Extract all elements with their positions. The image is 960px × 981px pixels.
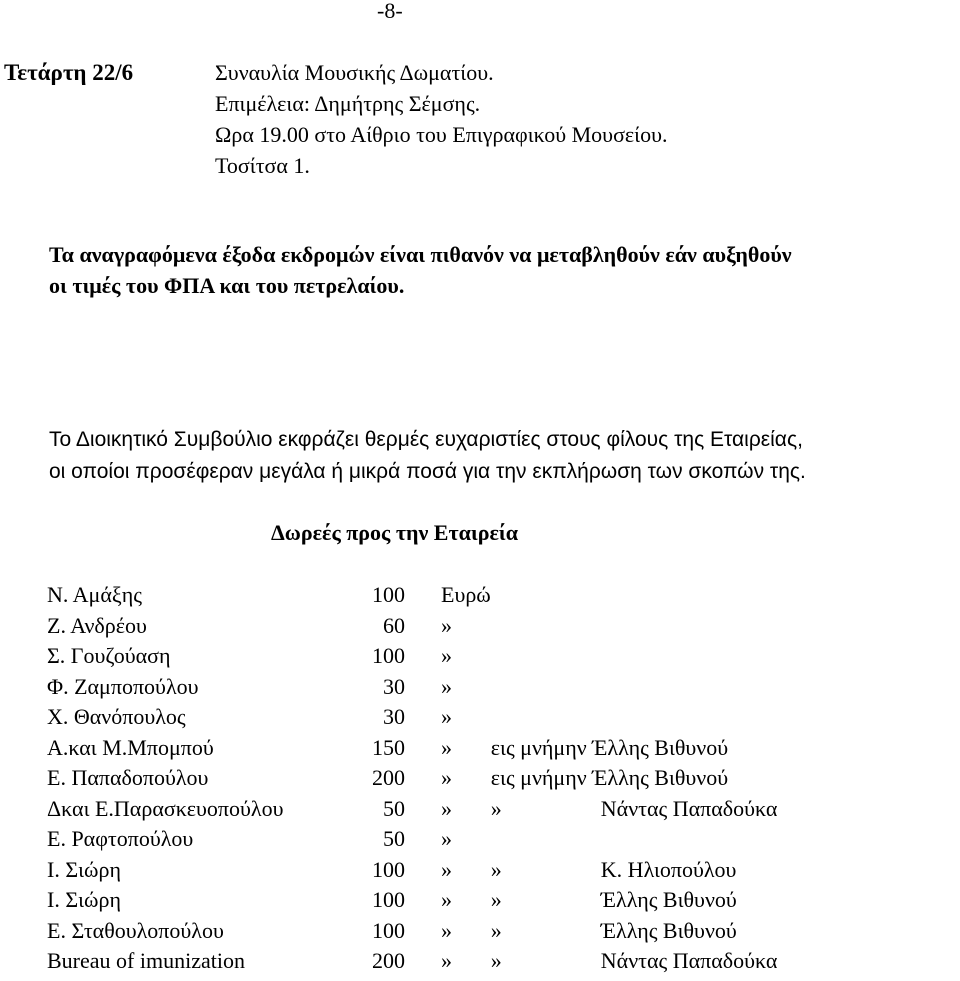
donation-amount: 100 <box>372 856 405 882</box>
donation-amount: 100 <box>372 887 405 912</box>
spacer <box>405 824 441 855</box>
event-date: Τετάρτη 22/6 <box>4 60 134 85</box>
donation-currency: » <box>441 826 452 851</box>
donation-currency: » <box>441 887 452 912</box>
donor-name: Χ. Θανόπουλος <box>47 704 186 729</box>
spacer <box>405 611 441 642</box>
donation-note <box>491 580 778 611</box>
ditto-mark: » <box>490 917 502 943</box>
donation-note <box>491 611 778 642</box>
table-row <box>47 855 777 886</box>
donation-note <box>491 641 778 672</box>
donor-name: Α.και Μ.Μπομπού <box>47 734 214 760</box>
donation-note <box>491 824 778 855</box>
donation-note <box>491 885 778 916</box>
donation-currency: » <box>441 612 452 638</box>
table-row <box>47 946 777 977</box>
donation-currency: » <box>441 643 452 668</box>
donation-note <box>491 672 778 703</box>
dedication-text: εις μνήμην Έλλης Βιθυνού <box>490 734 729 760</box>
spacer <box>405 702 441 733</box>
donations-table <box>47 580 777 977</box>
ditto-mark: » <box>490 948 502 973</box>
table-row <box>47 794 777 825</box>
donation-currency: » <box>441 765 452 790</box>
donation-currency: » <box>441 917 452 943</box>
event-line: Τοσίτσα 1. <box>215 153 310 178</box>
spacer <box>405 763 441 794</box>
thanks-line: Το Διοικητικό Συμβούλιο εκφράζει θερμές ευχαριστίες στους φίλους της Εταιρείας, <box>49 428 803 451</box>
donation-currency: » <box>441 734 452 760</box>
donor-name: Δκαι Ε.Παρασκευοπούλου <box>47 795 284 821</box>
notice-line: Τα αναγραφόμενα έξοδα εκδρομών είναι πιθανόν να μεταβληθούν εάν αυξηθούν <box>49 242 792 267</box>
donor-name: Ι. Σιώρη <box>47 856 122 882</box>
donation-note <box>491 702 778 733</box>
table-row <box>47 641 777 672</box>
event-line: Ωρα 19.00 στο Αίθριο του Επιγραφικού Μουσείου. <box>215 122 668 147</box>
notice-line: οι τιμές του ΦΠΑ και του πετρελαίου. <box>49 273 405 298</box>
donation-amount: 100 <box>372 582 405 607</box>
ditto-mark: » <box>490 856 502 882</box>
donation-currency: » <box>441 856 452 882</box>
donation-amount: 60 <box>383 612 405 638</box>
donor-name: Ν. Αμάξης <box>47 582 142 607</box>
table-row <box>47 672 777 703</box>
donation-amount: 150 <box>372 734 405 760</box>
donor-name: Ι. Σιώρη <box>47 887 122 912</box>
table-row <box>47 580 777 611</box>
event-description <box>215 58 667 182</box>
price-notice <box>49 240 954 302</box>
spacer <box>405 885 441 916</box>
table-row <box>47 702 777 733</box>
donations-heading: Δωρεές προς την Εταιρεία <box>271 520 518 545</box>
donation-note <box>491 733 778 764</box>
event-line: Επιμέλεια: Δημήτρης Σέμσης. <box>215 91 481 116</box>
donation-amount: 30 <box>383 673 405 699</box>
donation-amount: 50 <box>383 795 405 821</box>
donation-note <box>491 916 778 947</box>
spacer <box>405 855 441 886</box>
table-row <box>47 824 777 855</box>
dedication-text: εις μνήμην Έλλης Βιθυνού <box>490 765 729 790</box>
donation-amount: 200 <box>372 948 405 973</box>
dedication-text: Έλλης Βιθυνού <box>600 887 737 912</box>
dedication-text: Νάντας Παπαδούκα <box>600 948 778 973</box>
spacer <box>405 580 441 611</box>
donation-currency: Ευρώ <box>441 582 491 607</box>
thanks-paragraph <box>49 425 806 489</box>
donation-amount: 100 <box>372 643 405 668</box>
thanks-line: οι οποίοι προσέφεραν μεγάλα ή μικρά ποσά για την εκπλήρωση των σκοπών της. <box>49 460 806 483</box>
donation-note <box>491 794 778 825</box>
donation-amount: 200 <box>372 765 405 790</box>
dedication-text: Έλλης Βιθυνού <box>600 917 737 943</box>
table-row <box>47 611 777 642</box>
donor-name: Bureau of imunization <box>47 948 245 973</box>
event-line: Συναυλία Μουσικής Δωματίου. <box>215 60 494 85</box>
donor-name: Ζ. Ανδρέου <box>47 612 147 638</box>
spacer <box>405 916 441 947</box>
table-row <box>47 885 777 916</box>
spacer <box>405 946 441 977</box>
donor-name: Ε. Ραφτοπούλου <box>47 826 194 851</box>
donor-name: Ε. Σταθουλοπούλου <box>47 917 224 943</box>
dedication-text: Κ. Ηλιοπούλου <box>600 856 737 882</box>
donation-currency: » <box>441 795 452 821</box>
page-number: -8- <box>377 0 403 23</box>
donation-amount: 30 <box>383 704 405 729</box>
spacer <box>405 794 441 825</box>
donation-amount: 50 <box>383 826 405 851</box>
donation-note <box>491 763 778 794</box>
donor-name: Σ. Γουζούαση <box>47 643 171 668</box>
donation-currency: » <box>441 948 452 973</box>
donation-note <box>491 855 778 886</box>
table-row <box>47 763 777 794</box>
donation-currency: » <box>441 673 452 699</box>
ditto-mark: » <box>490 795 502 821</box>
table-row <box>47 916 777 947</box>
ditto-mark: » <box>490 887 502 912</box>
dedication-text: Νάντας Παπαδούκα <box>600 795 778 821</box>
donation-note <box>491 946 778 977</box>
donation-amount: 100 <box>372 917 405 943</box>
spacer <box>405 641 441 672</box>
spacer <box>405 672 441 703</box>
table-row <box>47 733 777 764</box>
donation-currency: » <box>441 704 452 729</box>
donor-name: Ε. Παπαδοπούλου <box>47 765 209 790</box>
spacer <box>405 733 441 764</box>
donor-name: Φ. Ζαμποπούλου <box>47 673 199 699</box>
